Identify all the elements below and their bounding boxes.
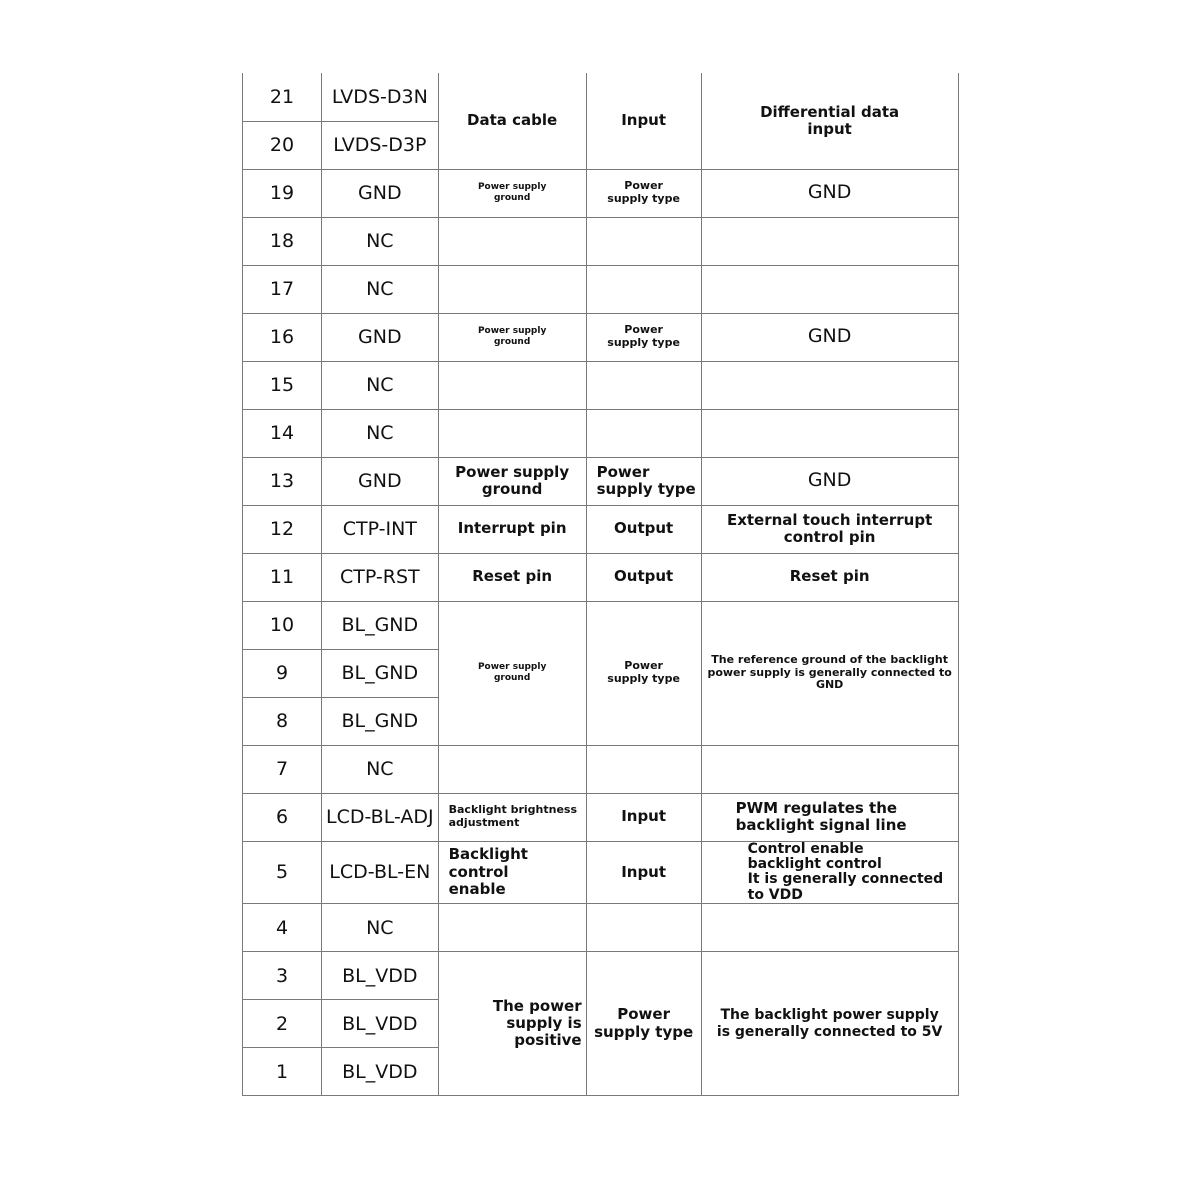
pin-number: 19 [243,169,322,217]
pin-name: LCD-BL-EN [322,841,439,904]
pin-name: CTP-INT [322,505,439,553]
pin-type: Input [586,841,701,904]
pin-type [586,409,701,457]
pin-function [438,217,586,265]
table-row [243,361,959,409]
pin-name: BL_VDD [322,952,439,1000]
pin-type: Power supply type [586,601,701,745]
pin-name: NC [322,361,439,409]
pin-type [586,904,701,952]
pin-description: GND [701,313,958,361]
pin-description: PWM regulates the backlight signal line [701,793,958,841]
pin-name: BL_VDD [322,1048,439,1096]
table-row [243,745,959,793]
pin-number: 3 [243,952,322,1000]
pin-number: 4 [243,904,322,952]
pin-function [438,361,586,409]
pin-description [701,265,958,313]
pin-number: 11 [243,553,322,601]
pin-number: 5 [243,841,322,904]
pin-type: Output [586,505,701,553]
pin-function: Power supply ground [438,457,586,505]
pin-function: The power supply is positive [438,952,586,1096]
pin-description: The backlight power supply is generally connected to 5V [701,952,958,1096]
pin-type: Power supply type [586,952,701,1096]
pin-type: Power supply type [586,169,701,217]
pin-description [701,361,958,409]
pin-name: BL_GND [322,601,439,649]
pin-name: GND [322,169,439,217]
pin-function: Reset pin [438,553,586,601]
pin-function: Power supply ground [438,313,586,361]
pin-type [586,265,701,313]
pin-name: LCD-BL-ADJ [322,793,439,841]
pin-number: 10 [243,601,322,649]
pin-name: LVDS-D3P [322,121,439,169]
pin-function: Interrupt pin [438,505,586,553]
pin-function: Backlight brightness adjustment [438,793,586,841]
table-row [243,409,959,457]
pin-description [701,217,958,265]
pin-function [438,265,586,313]
pin-name: BL_GND [322,649,439,697]
pin-type: Power supply type [586,313,701,361]
table-row [243,265,959,313]
pin-number: 13 [243,457,322,505]
pin-number: 6 [243,793,322,841]
pin-name: BL_VDD [322,1000,439,1048]
table-row [243,313,959,361]
table-row [243,952,959,1000]
pin-type: Output [586,553,701,601]
pin-function: Backlight control enable [438,841,586,904]
pin-description: Differential data input [701,73,958,169]
pin-type: Input [586,793,701,841]
table-row [243,601,959,649]
pin-name: GND [322,313,439,361]
pin-description: Reset pin [701,553,958,601]
table-row [243,553,959,601]
pin-number: 9 [243,649,322,697]
pin-number: 15 [243,361,322,409]
pin-description: GND [701,457,958,505]
table-row [243,904,959,952]
pin-type [586,361,701,409]
pin-description: Control enable backlight control It is generally connected to VDD [701,841,958,904]
table-row [243,505,959,553]
pin-name: NC [322,217,439,265]
pin-name: NC [322,904,439,952]
pin-name: NC [322,409,439,457]
pin-number: 18 [243,217,322,265]
pin-description [701,904,958,952]
pin-type: Power supply type [586,457,701,505]
pin-function: Data cable [438,73,586,169]
pin-function [438,904,586,952]
pin-name: LVDS-D3N [322,73,439,121]
pin-function: Power supply ground [438,601,586,745]
table-row [243,793,959,841]
pin-description [701,745,958,793]
pin-number: 2 [243,1000,322,1048]
pin-description [701,409,958,457]
table-row [243,73,959,121]
pin-number: 16 [243,313,322,361]
table-row [243,841,959,904]
pin-number: 17 [243,265,322,313]
pin-type: Input [586,73,701,169]
pin-function: Power supply ground [438,169,586,217]
table-row [243,217,959,265]
pin-number: 14 [243,409,322,457]
pin-name: NC [322,265,439,313]
pin-function [438,745,586,793]
pin-function [438,409,586,457]
pin-number: 8 [243,697,322,745]
pin-type [586,745,701,793]
pin-description: External touch interrupt control pin [701,505,958,553]
pin-name: CTP-RST [322,553,439,601]
pin-number: 20 [243,121,322,169]
pin-number: 12 [243,505,322,553]
pin-name: NC [322,745,439,793]
pin-type [586,217,701,265]
pin-name: BL_GND [322,697,439,745]
pin-name: GND [322,457,439,505]
pin-definition-table [242,73,959,1096]
pin-number: 7 [243,745,322,793]
pin-description: GND [701,169,958,217]
table-row [243,457,959,505]
pin-description: The reference ground of the backlight power supply is generally connected to GND [701,601,958,745]
pin-number: 21 [243,73,322,121]
pin-number: 1 [243,1048,322,1096]
table-row [243,169,959,217]
